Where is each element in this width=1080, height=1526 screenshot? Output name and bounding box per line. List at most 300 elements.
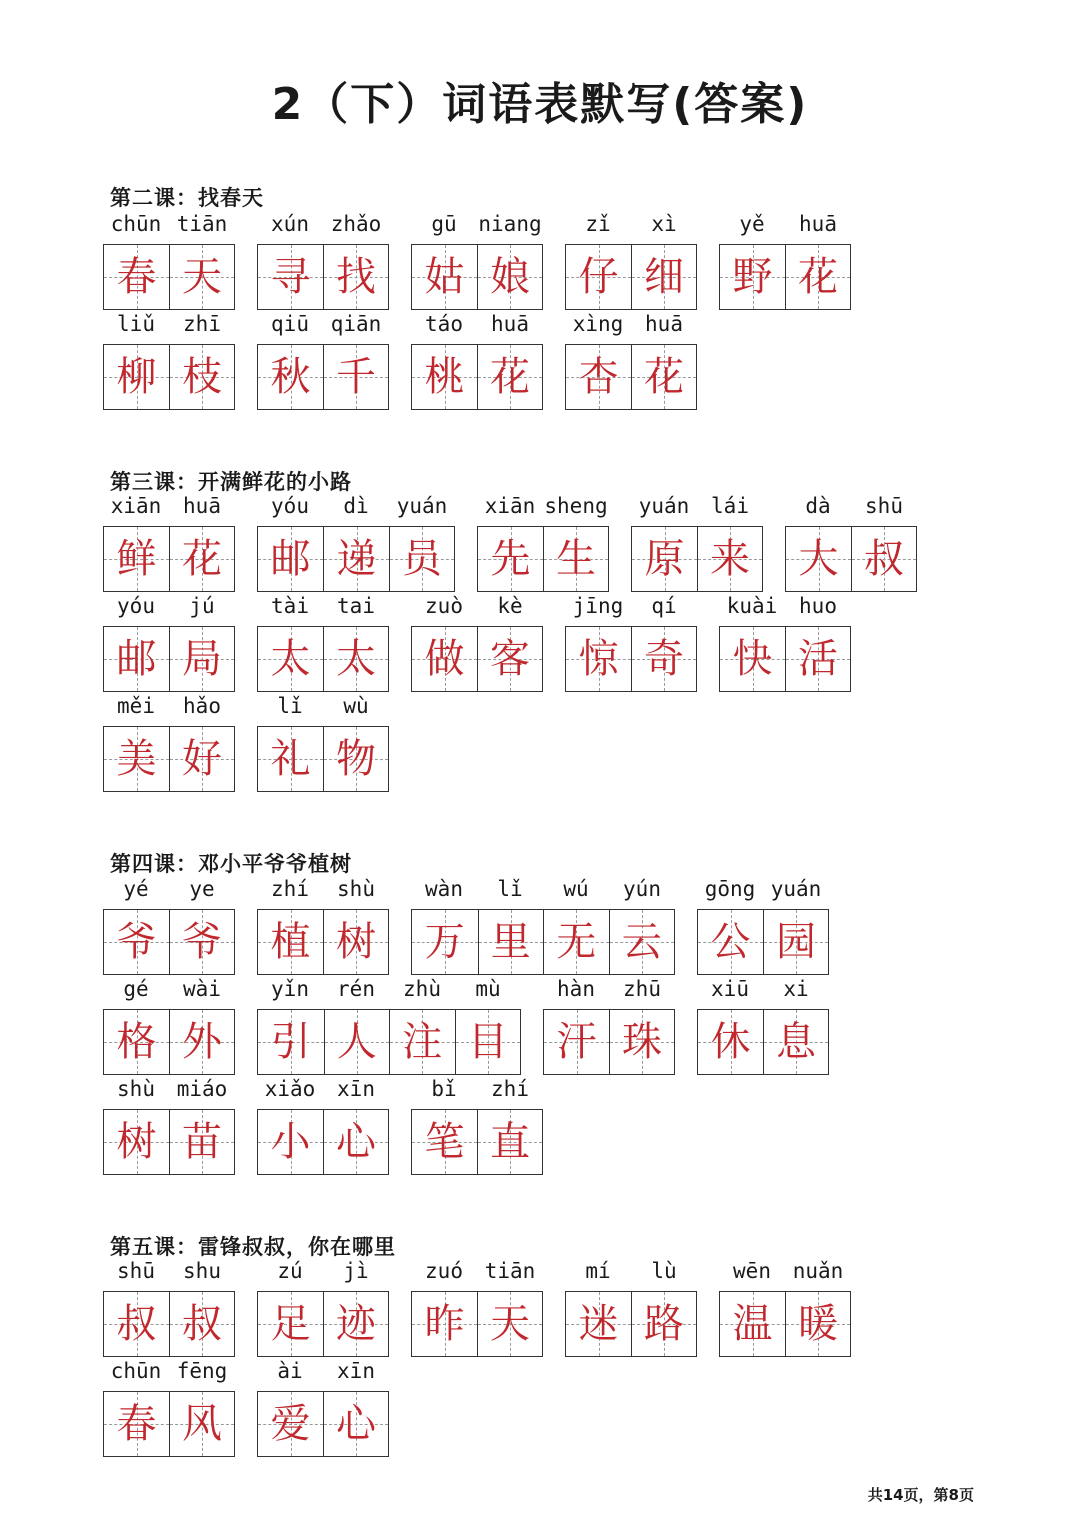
- tian-grid-cell: [104, 627, 169, 691]
- answer-character: 园: [776, 919, 816, 965]
- answer-character: 千: [336, 354, 376, 400]
- tian-grid-box: [103, 1291, 235, 1357]
- pinyin-row: [103, 1077, 235, 1105]
- answer-character: 活: [798, 636, 838, 682]
- answer-character: 笔: [424, 1119, 465, 1165]
- answer-character: 花: [490, 354, 530, 400]
- answer-character: 足: [270, 1301, 311, 1347]
- answer-character: 惊: [578, 636, 619, 682]
- pinyin-syllable: qí: [651, 594, 677, 618]
- tian-grid-cell: [258, 345, 323, 409]
- answer-character: 员: [401, 536, 442, 582]
- tian-grid-box: [257, 1109, 389, 1175]
- answer-character: 物: [336, 736, 376, 782]
- page-footer: 共14页，第8页: [867, 1486, 974, 1504]
- word-block: [719, 1259, 851, 1357]
- tian-grid-cell: [169, 1292, 234, 1356]
- tian-grid-box: [257, 626, 389, 692]
- tian-grid-cell: [477, 1110, 542, 1174]
- answer-character: 姑: [424, 254, 465, 300]
- tian-grid-cell: [412, 345, 477, 409]
- pinyin-syllable: zuò: [425, 594, 463, 618]
- pinyin-syllable: tai: [337, 594, 375, 618]
- tian-grid-cell: [258, 1010, 324, 1074]
- answer-character: 桃: [424, 354, 465, 400]
- pinyin-syllable: yóu: [117, 594, 155, 618]
- answer-character: 花: [182, 536, 222, 582]
- answer-character: 外: [182, 1019, 222, 1065]
- tian-grid-cell: [412, 910, 478, 974]
- tian-grid-cell: [169, 727, 234, 791]
- pinyin-syllable: qiān: [330, 312, 382, 336]
- pinyin-syllable: xiān: [110, 494, 162, 518]
- answer-character: 细: [644, 254, 684, 300]
- pinyin-syllable: jú: [189, 594, 215, 618]
- word-block: [257, 594, 389, 692]
- answer-character: 好: [182, 736, 222, 782]
- pinyin-syllable: mù: [475, 977, 501, 1001]
- pinyin-syllable: niang: [478, 212, 542, 236]
- pinyin-syllable: wàn: [425, 877, 463, 901]
- pinyin-syllable: zhù: [403, 977, 441, 1001]
- answer-character: 来: [710, 536, 750, 582]
- tian-grid-cell: [785, 1292, 850, 1356]
- tian-grid-cell: [566, 627, 631, 691]
- answer-character: 珠: [622, 1019, 662, 1065]
- tian-grid-cell: [258, 1110, 323, 1174]
- tian-grid-cell: [104, 910, 169, 974]
- word-block: [257, 312, 389, 410]
- tian-grid-cell: [323, 910, 388, 974]
- tian-grid-cell: [631, 627, 696, 691]
- answer-character: 娘: [490, 254, 530, 300]
- answer-character: 苗: [182, 1119, 222, 1165]
- pinyin-syllable: rén: [337, 977, 375, 1001]
- pinyin-row: [257, 694, 389, 722]
- tian-grid-cell: [566, 245, 631, 309]
- pinyin-row: [411, 1077, 543, 1105]
- pinyin-row: [257, 1359, 389, 1387]
- tian-grid-cell: [258, 1392, 323, 1456]
- pinyin-row: [257, 1259, 389, 1287]
- pinyin-syllable: xiū: [711, 977, 749, 1001]
- tian-grid-cell: [169, 527, 234, 591]
- pinyin-syllable: zú: [277, 1259, 303, 1283]
- answer-character: 心: [336, 1401, 376, 1447]
- answer-character: 叔: [116, 1301, 157, 1347]
- word-block: [697, 977, 829, 1075]
- pinyin-syllable: nuǎn: [792, 1259, 844, 1283]
- lesson-heading: 第五课：雷锋叔叔，你在哪里: [110, 1235, 396, 1259]
- tian-grid-box: [411, 909, 675, 975]
- pinyin-syllable: lù: [651, 1259, 677, 1283]
- word-block: [257, 1359, 389, 1457]
- answer-character: 寻: [270, 254, 311, 300]
- answer-character: 云: [621, 919, 662, 965]
- answer-character: 生: [556, 536, 596, 582]
- tian-grid-cell: [169, 245, 234, 309]
- word-block: [477, 494, 609, 592]
- pinyin-syllable: yǐn: [271, 977, 309, 1001]
- tian-grid-cell: [477, 1292, 542, 1356]
- pinyin-syllable: zhǎo: [330, 212, 382, 236]
- pinyin-syllable: dì: [343, 494, 369, 518]
- answer-character: 仔: [578, 254, 619, 300]
- pinyin-syllable: gé: [123, 977, 149, 1001]
- pinyin-syllable: yuán: [770, 877, 822, 901]
- pinyin-syllable: táo: [425, 312, 463, 336]
- pinyin-syllable: tiān: [176, 212, 228, 236]
- answer-character: 爷: [182, 919, 222, 965]
- tian-grid-cell: [412, 627, 477, 691]
- answer-character: 原: [644, 536, 685, 582]
- pinyin-syllable: zhī: [183, 312, 221, 336]
- tian-grid-cell: [323, 245, 388, 309]
- word-block: [103, 212, 235, 310]
- answer-character: 递: [336, 536, 377, 582]
- tian-grid-box: [103, 726, 235, 792]
- pinyin-row: [697, 977, 829, 1005]
- pinyin-syllable: lǐ: [277, 694, 303, 718]
- answer-character: 昨: [424, 1301, 465, 1347]
- tian-grid-cell: [631, 345, 696, 409]
- tian-grid-cell: [169, 345, 234, 409]
- tian-grid-box: [411, 1291, 543, 1357]
- pinyin-syllable: xi: [783, 977, 809, 1001]
- pinyin-syllable: wú: [563, 877, 589, 901]
- pinyin-row: [719, 594, 851, 622]
- pinyin-row: [565, 212, 697, 240]
- tian-grid-cell: [258, 727, 323, 791]
- tian-grid-cell: [169, 1110, 234, 1174]
- tian-grid-cell: [104, 1292, 169, 1356]
- tian-grid-box: [257, 726, 389, 792]
- tian-grid-cell: [851, 527, 916, 591]
- pinyin-syllable: chūn: [110, 212, 162, 236]
- tian-grid-box: [411, 344, 543, 410]
- pinyin-syllable: gū: [431, 212, 457, 236]
- word-block: [257, 1077, 389, 1175]
- tian-grid-box: [103, 909, 235, 975]
- tian-grid-box: [257, 1291, 389, 1357]
- tian-grid-box: [257, 1009, 521, 1075]
- word-block: [103, 977, 235, 1075]
- answer-character: 注: [402, 1019, 443, 1065]
- tian-grid-box: [565, 1291, 697, 1357]
- tian-grid-cell: [720, 245, 785, 309]
- word-block: [411, 1077, 543, 1175]
- word-block: [565, 212, 697, 310]
- lesson-heading: 第三课：开满鲜花的小路: [110, 470, 352, 494]
- pinyin-syllable: jīng: [572, 594, 624, 618]
- answer-character: 引: [270, 1019, 311, 1065]
- answer-character: 暖: [798, 1301, 838, 1347]
- tian-grid-box: [719, 244, 851, 310]
- pinyin-syllable: huā: [799, 212, 837, 236]
- tian-grid-cell: [763, 910, 828, 974]
- pinyin-syllable: kè: [497, 594, 523, 618]
- pinyin-syllable: zhí: [271, 877, 309, 901]
- answer-character: 格: [116, 1019, 157, 1065]
- tian-grid-cell: [323, 627, 388, 691]
- pinyin-row: [103, 1259, 235, 1287]
- pinyin-syllable: mí: [585, 1259, 611, 1283]
- tian-grid-cell: [323, 1292, 388, 1356]
- tian-grid-cell: [566, 1292, 631, 1356]
- pinyin-syllable: xìng: [572, 312, 624, 336]
- pinyin-syllable: miáo: [176, 1077, 228, 1101]
- tian-grid-cell: [169, 1010, 234, 1074]
- answer-character: 目: [467, 1019, 508, 1065]
- tian-grid-box: [103, 626, 235, 692]
- tian-grid-box: [103, 1109, 235, 1175]
- pinyin-syllable: hǎo: [183, 694, 221, 718]
- tian-grid-box: [411, 1109, 543, 1175]
- tian-grid-cell: [477, 627, 542, 691]
- answer-character: 先: [490, 536, 531, 582]
- pinyin-syllable: ài: [277, 1359, 303, 1383]
- answer-character: 局: [182, 636, 222, 682]
- pinyin-row: [697, 877, 829, 905]
- pinyin-row: [411, 212, 543, 240]
- word-block: [257, 494, 455, 592]
- tian-grid-box: [631, 526, 763, 592]
- tian-grid-cell: [698, 1010, 763, 1074]
- pinyin-syllable: yé: [123, 877, 149, 901]
- tian-grid-cell: [169, 910, 234, 974]
- tian-grid-cell: [609, 1010, 674, 1074]
- word-block: [631, 494, 763, 592]
- pinyin-syllable: lái: [711, 494, 749, 518]
- pinyin-row: [477, 494, 609, 522]
- answer-character: 树: [336, 919, 376, 965]
- pinyin-syllable: měi: [117, 694, 155, 718]
- tian-grid-box: [411, 244, 543, 310]
- answer-character: 爷: [116, 919, 157, 965]
- tian-grid-cell: [104, 727, 169, 791]
- answer-character: 温: [732, 1301, 773, 1347]
- tian-grid-cell: [477, 345, 542, 409]
- tian-grid-box: [697, 909, 829, 975]
- answer-character: 公: [710, 919, 751, 965]
- word-block: [103, 1359, 235, 1457]
- tian-grid-cell: [544, 1010, 609, 1074]
- pinyin-row: [257, 1077, 389, 1105]
- pinyin-row: [103, 212, 235, 240]
- answer-character: 植: [270, 919, 311, 965]
- pinyin-row: [103, 877, 235, 905]
- word-block: [565, 312, 697, 410]
- pinyin-row: [565, 312, 697, 340]
- pinyin-row: [103, 694, 235, 722]
- tian-grid-box: [257, 1391, 389, 1457]
- tian-grid-box: [257, 244, 389, 310]
- answer-character: 枝: [182, 354, 222, 400]
- tian-grid-box: [565, 626, 697, 692]
- word-block: [257, 1259, 389, 1357]
- tian-grid-box: [411, 626, 543, 692]
- answer-character: 天: [182, 254, 222, 300]
- tian-grid-cell: [543, 910, 609, 974]
- pinyin-syllable: chūn: [110, 1359, 162, 1383]
- tian-grid-cell: [478, 527, 543, 591]
- pinyin-row: [103, 494, 235, 522]
- tian-grid-box: [103, 526, 235, 592]
- tian-grid-cell: [763, 1010, 828, 1074]
- word-block: [411, 212, 543, 310]
- pinyin-syllable: ye: [189, 877, 215, 901]
- pinyin-syllable: shù: [337, 877, 375, 901]
- pinyin-syllable: zuó: [425, 1259, 463, 1283]
- tian-grid-box: [785, 526, 917, 592]
- tian-grid-cell: [631, 245, 696, 309]
- answer-character: 太: [270, 636, 311, 682]
- answer-character: 花: [798, 254, 838, 300]
- tian-grid-cell: [323, 1110, 388, 1174]
- tian-grid-box: [103, 1009, 235, 1075]
- tian-grid-cell: [698, 910, 763, 974]
- tian-grid-cell: [258, 627, 323, 691]
- answer-character: 找: [336, 254, 376, 300]
- pinyin-syllable: gōng: [704, 877, 756, 901]
- tian-grid-cell: [323, 727, 388, 791]
- pinyin-row: [257, 494, 455, 522]
- pinyin-syllable: zǐ: [585, 212, 611, 236]
- tian-grid-box: [477, 526, 609, 592]
- tian-grid-box: [257, 344, 389, 410]
- pinyin-syllable: kuài: [726, 594, 778, 618]
- answer-character: 叔: [182, 1301, 222, 1347]
- answer-character: 息: [776, 1019, 816, 1065]
- tian-grid-box: [257, 909, 389, 975]
- tian-grid-box: [543, 1009, 675, 1075]
- pinyin-syllable: shū: [865, 494, 903, 518]
- word-block: [103, 312, 235, 410]
- tian-grid-cell: [104, 345, 169, 409]
- answer-character: 爱: [270, 1401, 311, 1447]
- tian-grid-cell: [104, 1392, 169, 1456]
- tian-grid-cell: [104, 245, 169, 309]
- word-block: [103, 1259, 235, 1357]
- answer-character: 做: [424, 636, 465, 682]
- pinyin-row: [411, 1259, 543, 1287]
- answer-character: 汗: [556, 1019, 597, 1065]
- pinyin-syllable: tài: [271, 594, 309, 618]
- tian-grid-cell: [632, 527, 697, 591]
- pinyin-row: [257, 212, 389, 240]
- pinyin-syllable: zhū: [623, 977, 661, 1001]
- answer-character: 太: [336, 636, 376, 682]
- tian-grid-cell: [389, 1010, 455, 1074]
- answer-character: 花: [644, 354, 684, 400]
- tian-grid-cell: [412, 1292, 477, 1356]
- pinyin-syllable: jì: [343, 1259, 369, 1283]
- tian-grid-cell: [412, 1110, 477, 1174]
- answer-character: 迹: [336, 1301, 376, 1347]
- tian-grid-box: [257, 526, 455, 592]
- pinyin-syllable: yuán: [638, 494, 690, 518]
- answer-character: 无: [556, 919, 597, 965]
- tian-grid-cell: [478, 910, 544, 974]
- answer-character: 天: [490, 1301, 530, 1347]
- tian-grid-cell: [104, 1010, 169, 1074]
- pinyin-row: [411, 877, 675, 905]
- pinyin-syllable: xún: [271, 212, 309, 236]
- word-block: [411, 312, 543, 410]
- word-block: [543, 977, 675, 1075]
- word-block: [103, 1077, 235, 1175]
- pinyin-row: [565, 1259, 697, 1287]
- pinyin-row: [565, 594, 697, 622]
- word-block: [719, 212, 851, 310]
- tian-grid-box: [719, 626, 851, 692]
- word-block: [411, 1259, 543, 1357]
- tian-grid-box: [103, 344, 235, 410]
- tian-grid-cell: [104, 1110, 169, 1174]
- pinyin-row: [103, 977, 235, 1005]
- pinyin-row: [257, 977, 521, 1005]
- word-block: [257, 694, 389, 792]
- tian-grid-cell: [258, 910, 323, 974]
- answer-character: 路: [644, 1301, 684, 1347]
- tian-grid-cell: [543, 527, 608, 591]
- pinyin-syllable: wēn: [733, 1259, 771, 1283]
- tian-grid-cell: [566, 345, 631, 409]
- pinyin-row: [631, 494, 763, 522]
- tian-grid-cell: [720, 1292, 785, 1356]
- tian-grid-cell: [631, 1292, 696, 1356]
- tian-grid-box: [719, 1291, 851, 1357]
- answer-character: 邮: [116, 636, 157, 682]
- pinyin-row: [719, 1259, 851, 1287]
- tian-grid-cell: [786, 527, 851, 591]
- tian-grid-cell: [720, 627, 785, 691]
- word-block: [257, 977, 521, 1075]
- word-block: [103, 594, 235, 692]
- pinyin-syllable: qiū: [271, 312, 309, 336]
- page-title: 2（下）词语表默写(答案): [271, 79, 809, 130]
- answer-character: 客: [490, 636, 530, 682]
- word-block: [257, 212, 389, 310]
- pinyin-syllable: huo: [799, 594, 837, 618]
- answer-character: 礼: [270, 736, 311, 782]
- word-block: [411, 594, 543, 692]
- answer-character: 快: [732, 636, 773, 682]
- pinyin-syllable: sheng: [544, 494, 608, 518]
- answer-character: 鲜: [116, 536, 157, 582]
- tian-grid-cell: [258, 1292, 323, 1356]
- answer-character: 秋: [270, 354, 311, 400]
- pinyin-syllable: wù: [343, 694, 369, 718]
- pinyin-syllable: xì: [651, 212, 677, 236]
- answer-character: 春: [116, 254, 157, 300]
- pinyin-row: [785, 494, 917, 522]
- answer-character: 万: [424, 919, 465, 965]
- pinyin-syllable: shū: [117, 1259, 155, 1283]
- tian-grid-cell: [258, 245, 323, 309]
- tian-grid-cell: [169, 1392, 234, 1456]
- tian-grid-box: [697, 1009, 829, 1075]
- tian-grid-cell: [169, 627, 234, 691]
- word-block: [103, 694, 235, 792]
- answer-character: 春: [116, 1401, 157, 1447]
- answer-character: 风: [182, 1401, 222, 1447]
- pinyin-row: [719, 212, 851, 240]
- word-block: [565, 1259, 697, 1357]
- pinyin-row: [411, 594, 543, 622]
- pinyin-syllable: xiān: [484, 494, 536, 518]
- answer-character: 直: [490, 1119, 530, 1165]
